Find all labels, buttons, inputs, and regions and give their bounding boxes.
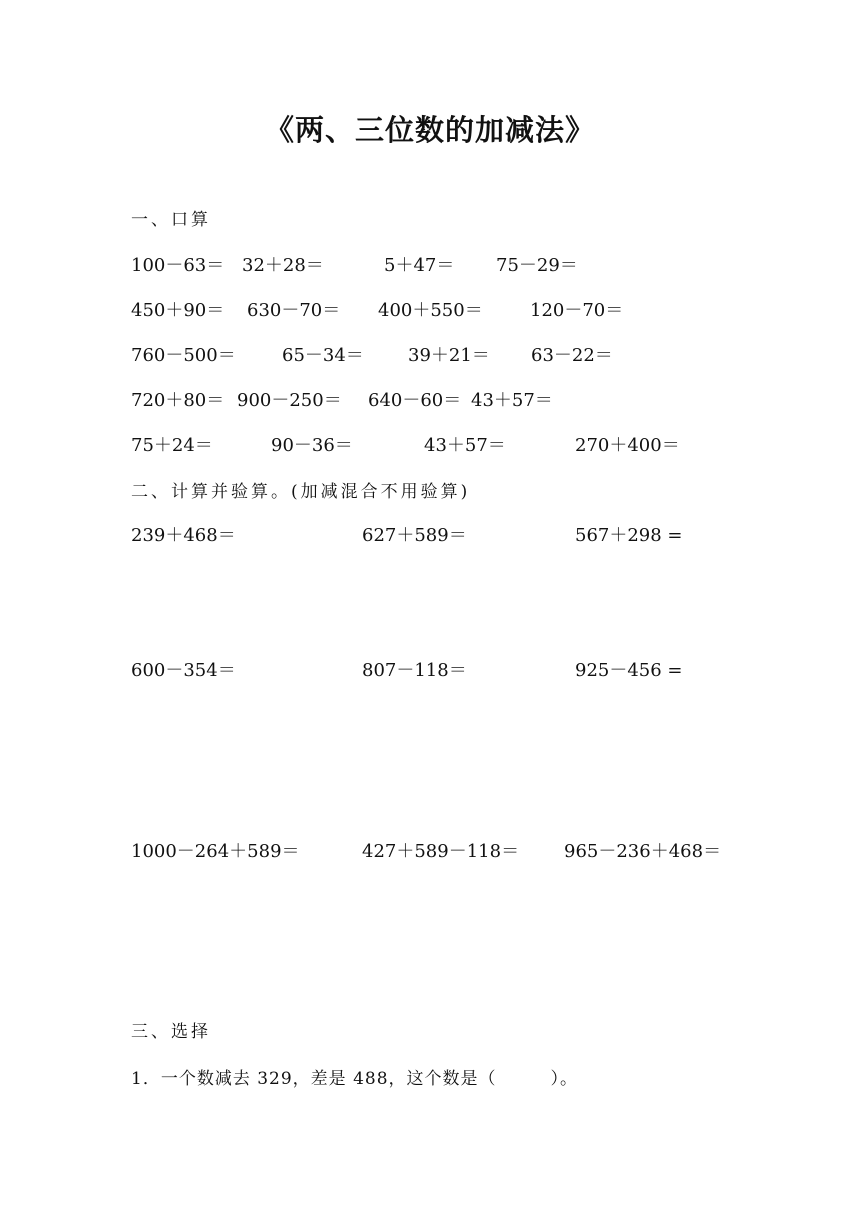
problem: 567＋298 = [575,525,683,546]
problem: 65－34＝ [282,345,364,366]
problem: 270＋400＝ [575,435,680,456]
problem: 427＋589－118＝ [362,841,520,862]
mental-math-row-1 [0,251,860,277]
problem: 640－60＝ [368,390,462,411]
mental-math-row-2 [0,296,860,322]
problem: 720＋80＝ [131,390,225,411]
mental-math-row-5 [0,431,860,457]
problem: 43＋57＝ [471,390,553,411]
problem: 75＋24＝ [131,435,213,456]
mental-math-row-3 [0,341,860,367]
page-title: 《两、三位数的加减法》 [264,113,595,147]
problem: 75－29＝ [496,255,578,276]
problem: 807－118＝ [362,660,467,681]
problem: 1000－264＋589＝ [131,841,300,862]
problem: 450＋90＝ [131,300,225,321]
problem: 120－70＝ [530,300,624,321]
calc-row-3 [0,837,860,863]
problem: 627＋589＝ [362,525,467,546]
calc-row-2 [0,656,860,682]
problem: 39＋21＝ [408,345,490,366]
problem: 100－63＝ [131,255,225,276]
mental-math-row-4 [0,386,860,412]
problem: 760－500＝ [131,345,236,366]
problem: 63－22＝ [531,345,613,366]
section-2-heading: 二、计算并验算。(加减混合不用验算) [131,482,471,502]
problem: 400＋550＝ [378,300,483,321]
problem: 900－250＝ [237,390,342,411]
problem: 239＋468＝ [131,525,236,546]
question-1: 1．一个数减去 329，差是 488，这个数是（ ）。 [131,1069,579,1089]
problem: 925－456 = [575,660,683,681]
section-3-heading: 三、选择 [131,1022,211,1042]
problem: 5＋47＝ [384,255,455,276]
problem: 965－236＋468＝ [564,841,722,862]
calc-row-1 [0,521,860,547]
problem: 600－354＝ [131,660,236,681]
problem: 90－36＝ [271,435,353,456]
problem: 43＋57＝ [424,435,506,456]
problem: 630－70＝ [247,300,341,321]
problem: 32＋28＝ [242,255,324,276]
section-1-heading: 一、口算 [131,210,211,230]
